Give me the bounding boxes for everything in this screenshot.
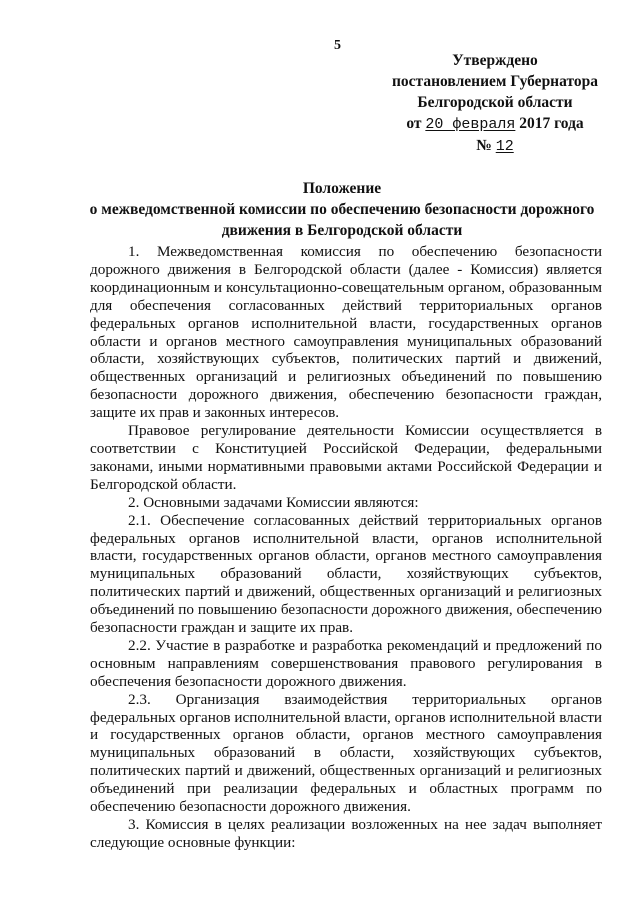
approval-date-line [360,113,630,135]
paragraph-legal-regulation: Правовое регулирование деятельности Комиссии осуществляется в соответствии с Конституцией Российской Федерации, федеральными законами, иными нормативными правовыми актами Российской Федерации и Белгородской области. [90,422,602,493]
paragraph-2-3: 2.3. Организация взаимодействия территориальных органов федеральных органов исполнительной власти, органов исполнительной власти и государственных органов области, органов местного самоуправления муниципальных образований в области, хозяйствующих субъектов, политических партий и движений, общественных организаций и религиозных объединений при реализации федеральных и областных программ по обеспечению безопасности дорожного движения. [90,690,602,816]
approval-date-prefix: от [406,115,422,132]
approval-number-prefix: № [476,137,492,154]
document-title [80,178,604,241]
paragraph-3-functions: 3. Комиссия в целях реализации возложенных на нее задач выполняет следующие основные функции: [90,816,602,851]
approval-block [360,50,630,157]
approval-by-decree: постановлением Губернатора [392,73,598,90]
approval-number-value: 12 [495,138,514,155]
approval-approved: Утверждено [452,52,538,69]
approval-date-suffix: 2017 года [519,115,584,132]
paragraph-2-tasks-heading: 2. Основными задачами Комиссии являются: [128,493,419,511]
approval-number-line [360,135,630,157]
approval-region: Белгородской области [417,94,573,111]
page-number: 5 [334,38,341,53]
paragraph-2-1: 2.1. Обеспечение согласованных действий территориальных органов федеральных органов исполнительной власти, органов исполнительной власти, государственных органов области, органов местного самоуправления муниципальных образований области, хозяйствующих субъектов, политических партий и движений, общественных организаций и религиозных объединений по повышению безопасности дорожного движения, обеспечению безопасности граждан и защите их прав. [90,511,602,637]
title-subject-line-1: о межведомственной комиссии по обеспечению безопасности дорожного [89,201,595,218]
title-subject-line-2: движения в Белгородской области [221,222,463,239]
document-body [90,243,602,852]
paragraph-2-2: 2.2. Участие в разработке и разработка рекомендаций и предложений по основным направлениям совершенствования правового регулирования в обеспечения безопасности дорожного движения. [90,636,602,690]
approval-date-value: 20 февраля [425,116,516,133]
title-heading: Положение [302,180,382,197]
paragraph-1-commission-status: 1. Межведомственная комиссия по обеспечению безопасности дорожного движения в Белгородской области (далее - Комиссия) является координационным и консультационно-совещательным органом, образованным для обеспечения согласованных действий территориальных органов федеральных органов исполнительной власти, государственных органов области и органов местного самоуправления муниципальных образований области, хозяйствующих субъектов, политических партий и движений, общественных организаций и религиозных объединений по повышению безопасности дорожного движения, обеспечению безопасности граждан, защите их прав и законных интересов. [90,243,602,422]
